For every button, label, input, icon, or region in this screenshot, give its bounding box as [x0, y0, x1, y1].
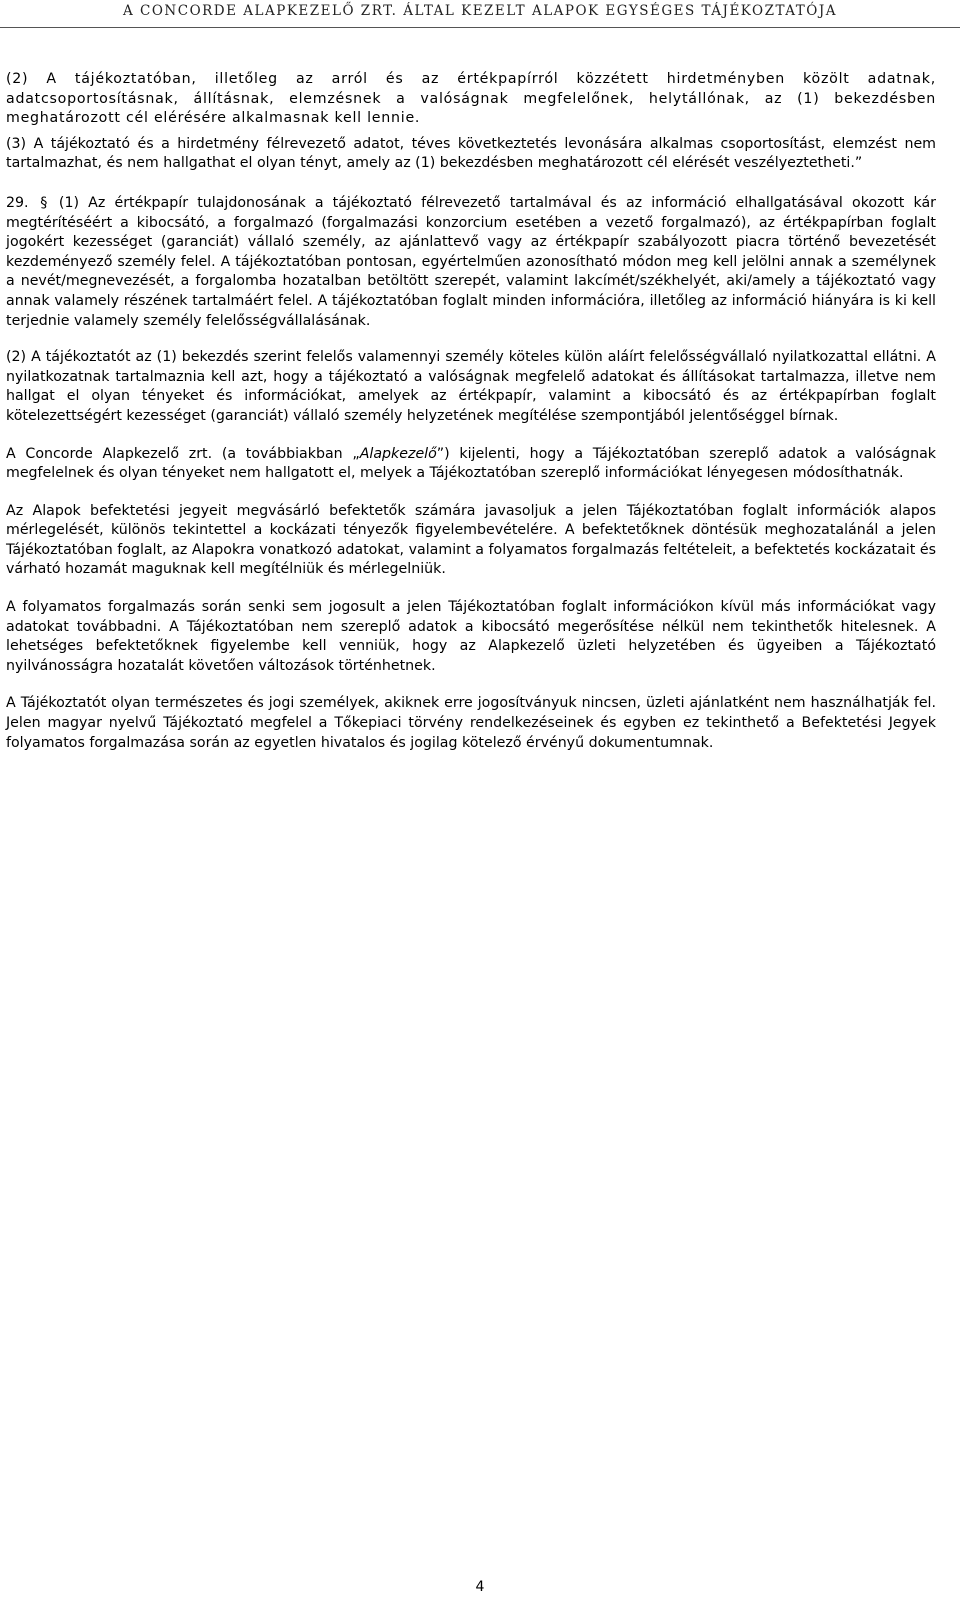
declaration-defined-term: Alapkezelő	[359, 445, 437, 462]
paragraph-liability-statement: (2) A tájékoztatót az (1) bekezdés szerint felelős valamennyi személy köteles külön aláírt felelősségvállaló nyilatkozattal ellátni. A nyilatkozatnak tartalmaznia kell azt, hogy a tájékoztató a valóságnak megfelelő adatokat és állításokat tartalmazza, illetve nem hallgat el olyan tényeket és információkat, amelyek az értékpapír, valamint a kibocsátó és az értékpapírban foglalt kötelezettségért kezességet (garanciát) vállaló személy helyzetének megítélése szempontjából jelentőséggel bírnak.	[6, 349, 936, 424]
section-sign-icon: §	[40, 194, 48, 211]
paragraph-investor-advice: Az Alapok befektetési jegyeit megvásárló befektetők számára javasoljuk a jelen Tájékoztatóban foglalt információk alapos mérlegelését, különös tekintettel a kockázati tényezők figyelembevételére. A befektetőknek döntésük meghozatalánál a jelen Tájékoztatóban foglalt, az Alapokra vonatkozó adatokat, valamint a folyamatos forgalmazás feltételeit, a befektetés kockázatait és várható hozamát maguknak kell megítélniük és mérlegelniük.	[6, 502, 936, 578]
declaration-text-end: ”) kijelenti, hogy a Tájékoztatóban szereplő adatok a valóságnak megfelelnek és olyan tényeket nem hallgatott el, melyek a Tájékoztatóban szereplő információkat lényegesen módosíthatnák.	[6, 445, 936, 482]
paragraph-3-bekezdes: (3) A tájékoztató és a hirdetmény félrevezető adatot, téves következtetés levonására alkalmas csoportosítást, elemzést nem tartalmazhat, és nem hallgathat el olyan tényt, amely az (1) bekezdésben meghatározott cél elérését veszélyeztetheti.”	[6, 135, 936, 172]
paragraph-alapkezelo-declaration	[6, 445, 936, 484]
section-29-text: (1) Az értékpapír tulajdonosának a tájékoztató félrevezető tartalmával és az információ elhallgatásával okozott kár megtérítéséért a kibocsátó, a forgalmazó (forgalmazási konzorcium esetében a vezető forgalmazó), az értékpapírban foglalt jogokért kezességet (garanciát) vállaló személy, az ajánlattevő vagy az értékpapír szabályozott piacra történő bevezetését kezdeményező személy felel. A tájékoztatóban pontosan, egyértelműen azonosítható módon meg kell jelölni annak a személynek a nevét/megnevezését, a forgalomba hozatalban betöltött szerepét, valamint lakcímét/székhelyét, aki/amely a tájékoztató vagy annak valamely részének tartalmáért felel. A tájékoztatóban foglalt minden információra, illetőleg az információ hiányára is ki kell terjednie valamely személy felelősségvállalásának.	[6, 194, 937, 329]
header-divider	[0, 27, 960, 28]
paragraph-information-restriction: A folyamatos forgalmazás során senki sem jogosult a jelen Tájékoztatóban foglalt információkon kívül más információkat vagy adatokat továbbadni. A Tájékoztatóban nem szereplő adatok a kibocsátó megerősítése nélkül nem tekinthetők hitelesnek. A lehetséges befektetőknek figyelembe kell venniük, hogy az Alapkezelő üzleti helyzetében és ügyeiben a Tájékoztató nyilvánosságra hozatalát követően változások történhetnek.	[6, 599, 936, 674]
paragraph-2-bekezdes: (2) A tájékoztatóban, illetőleg az arról és az értékpapírról közzétett hirdetményben közölt adatnak, adatcsoportosításnak, állításnak, elemzésnek a valóságnak megfelelőnek, helytállónak, az (1) bekezdésben meghatározott cél elérésére alkalmasnak kell lennie.	[6, 71, 936, 127]
page-number: 4	[475, 1579, 485, 1595]
paragraph-section-29	[6, 194, 936, 331]
declaration-text-start: A Concorde Alapkezelő zrt. (a továbbiakban „	[6, 445, 360, 462]
section-number: 29.	[6, 194, 29, 211]
running-header: A CONCORDE ALAPKEZELŐ ZRT. ÁLTAL KEZELT ALAPOK EGYSÉGES TÁJÉKOZTATÓJA	[122, 3, 837, 19]
document-body	[6, 70, 936, 771]
paragraph-official-document: A Tájékoztatót olyan természetes és jogi személyek, akiknek erre jogosítványuk nincsen, üzleti ajánlatként nem használhatják fel. Jelen magyar nyelvű Tájékoztató megfelel a Tőkepiaci törvény rendelkezéseinek és egyben ez tekinthető a Befektetési Jegyek folyamatos forgalmazása során az egyetlen hivatalos és jogilag kötelező érvényű dokumentumnak.	[6, 695, 936, 751]
